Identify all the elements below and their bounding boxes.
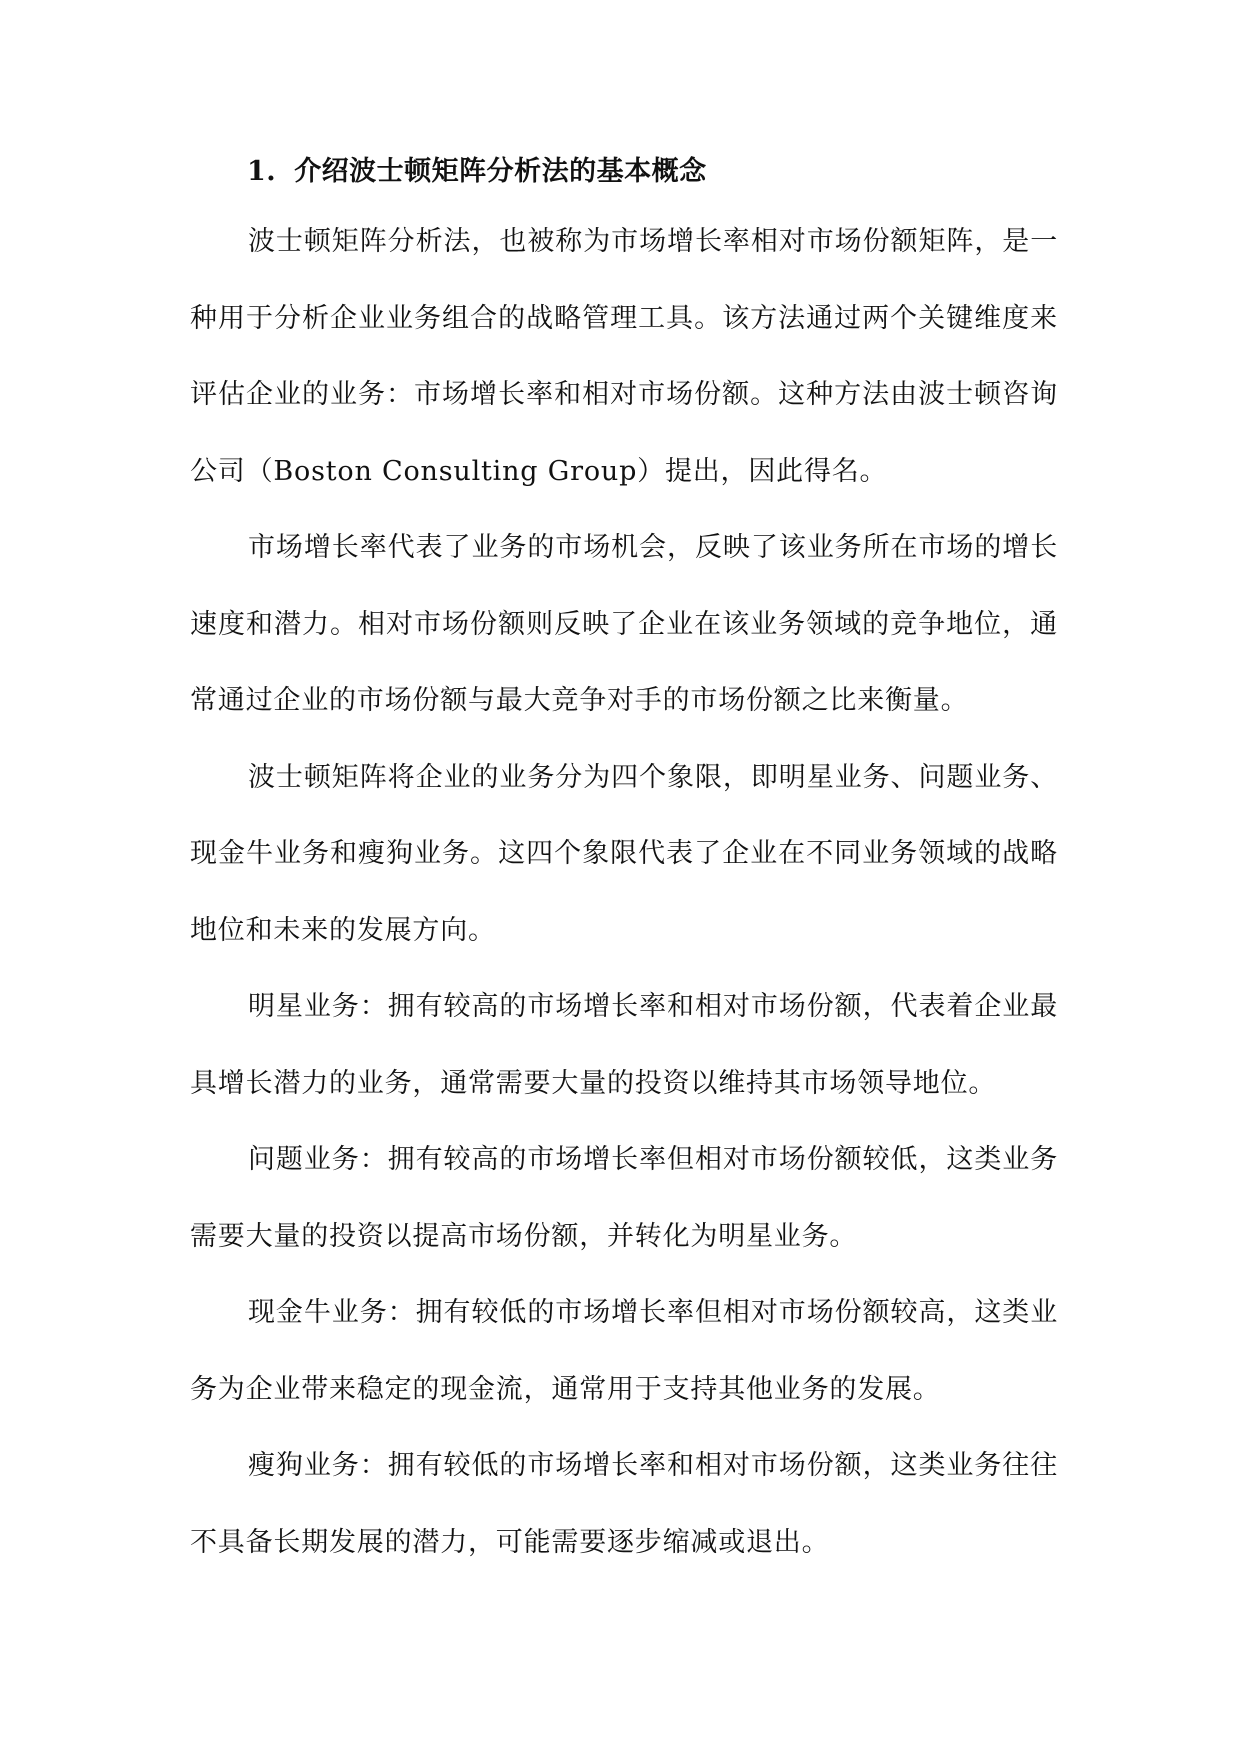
section-heading [190, 140, 1058, 204]
paragraph-four-quadrants: 波士顿矩阵将企业的业务分为四个象限，即明星业务、问题业务、现金牛业务和瘦狗业务。这四个象限代表了企业在不同业务领域的战略地位和未来的发展方向。 [190, 761, 1058, 946]
section-title: 介绍波士顿矩阵分析法的基本概念 [294, 156, 707, 187]
paragraph-dog-business: 瘦狗业务：拥有较低的市场增长率和相对市场份额，这类业务往往不具备长期发展的潜力，可能需要逐步缩减或退出。 [190, 1450, 1058, 1558]
paragraph-question-business: 问题业务：拥有较高的市场增长率但相对市场份额较低，这类业务需要大量的投资以提高市场份额，并转化为明星业务。 [190, 1144, 1058, 1252]
paragraph-intro: 波士顿矩阵分析法，也被称为市场增长率相对市场份额矩阵，是一种用于分析企业业务组合的战略管理工具。该方法通过两个关键维度来评估企业的业务：市场增长率和相对市场份额。这种方法由波士顿咨询公司（Boston Consulting Group）提出，因此得名。 [190, 226, 1058, 487]
paragraph-star-business: 明星业务：拥有较高的市场增长率和相对市场份额，代表着企业最具增长潜力的业务，通常需要大量的投资以维持其市场领导地位。 [190, 991, 1058, 1099]
section-number: 1. [247, 156, 277, 187]
document-body [190, 140, 1058, 1581]
paragraph-cash-cow-business: 现金牛业务：拥有较低的市场增长率但相对市场份额较高，这类业务为企业带来稳定的现金流，通常用于支持其他业务的发展。 [190, 1297, 1058, 1405]
paragraph-market-growth: 市场增长率代表了业务的市场机会，反映了该业务所在市场的增长速度和潜力。相对市场份额则反映了企业在该业务领域的竞争地位，通常通过企业的市场份额与最大竞争对手的市场份额之比来衡量。 [190, 532, 1058, 716]
